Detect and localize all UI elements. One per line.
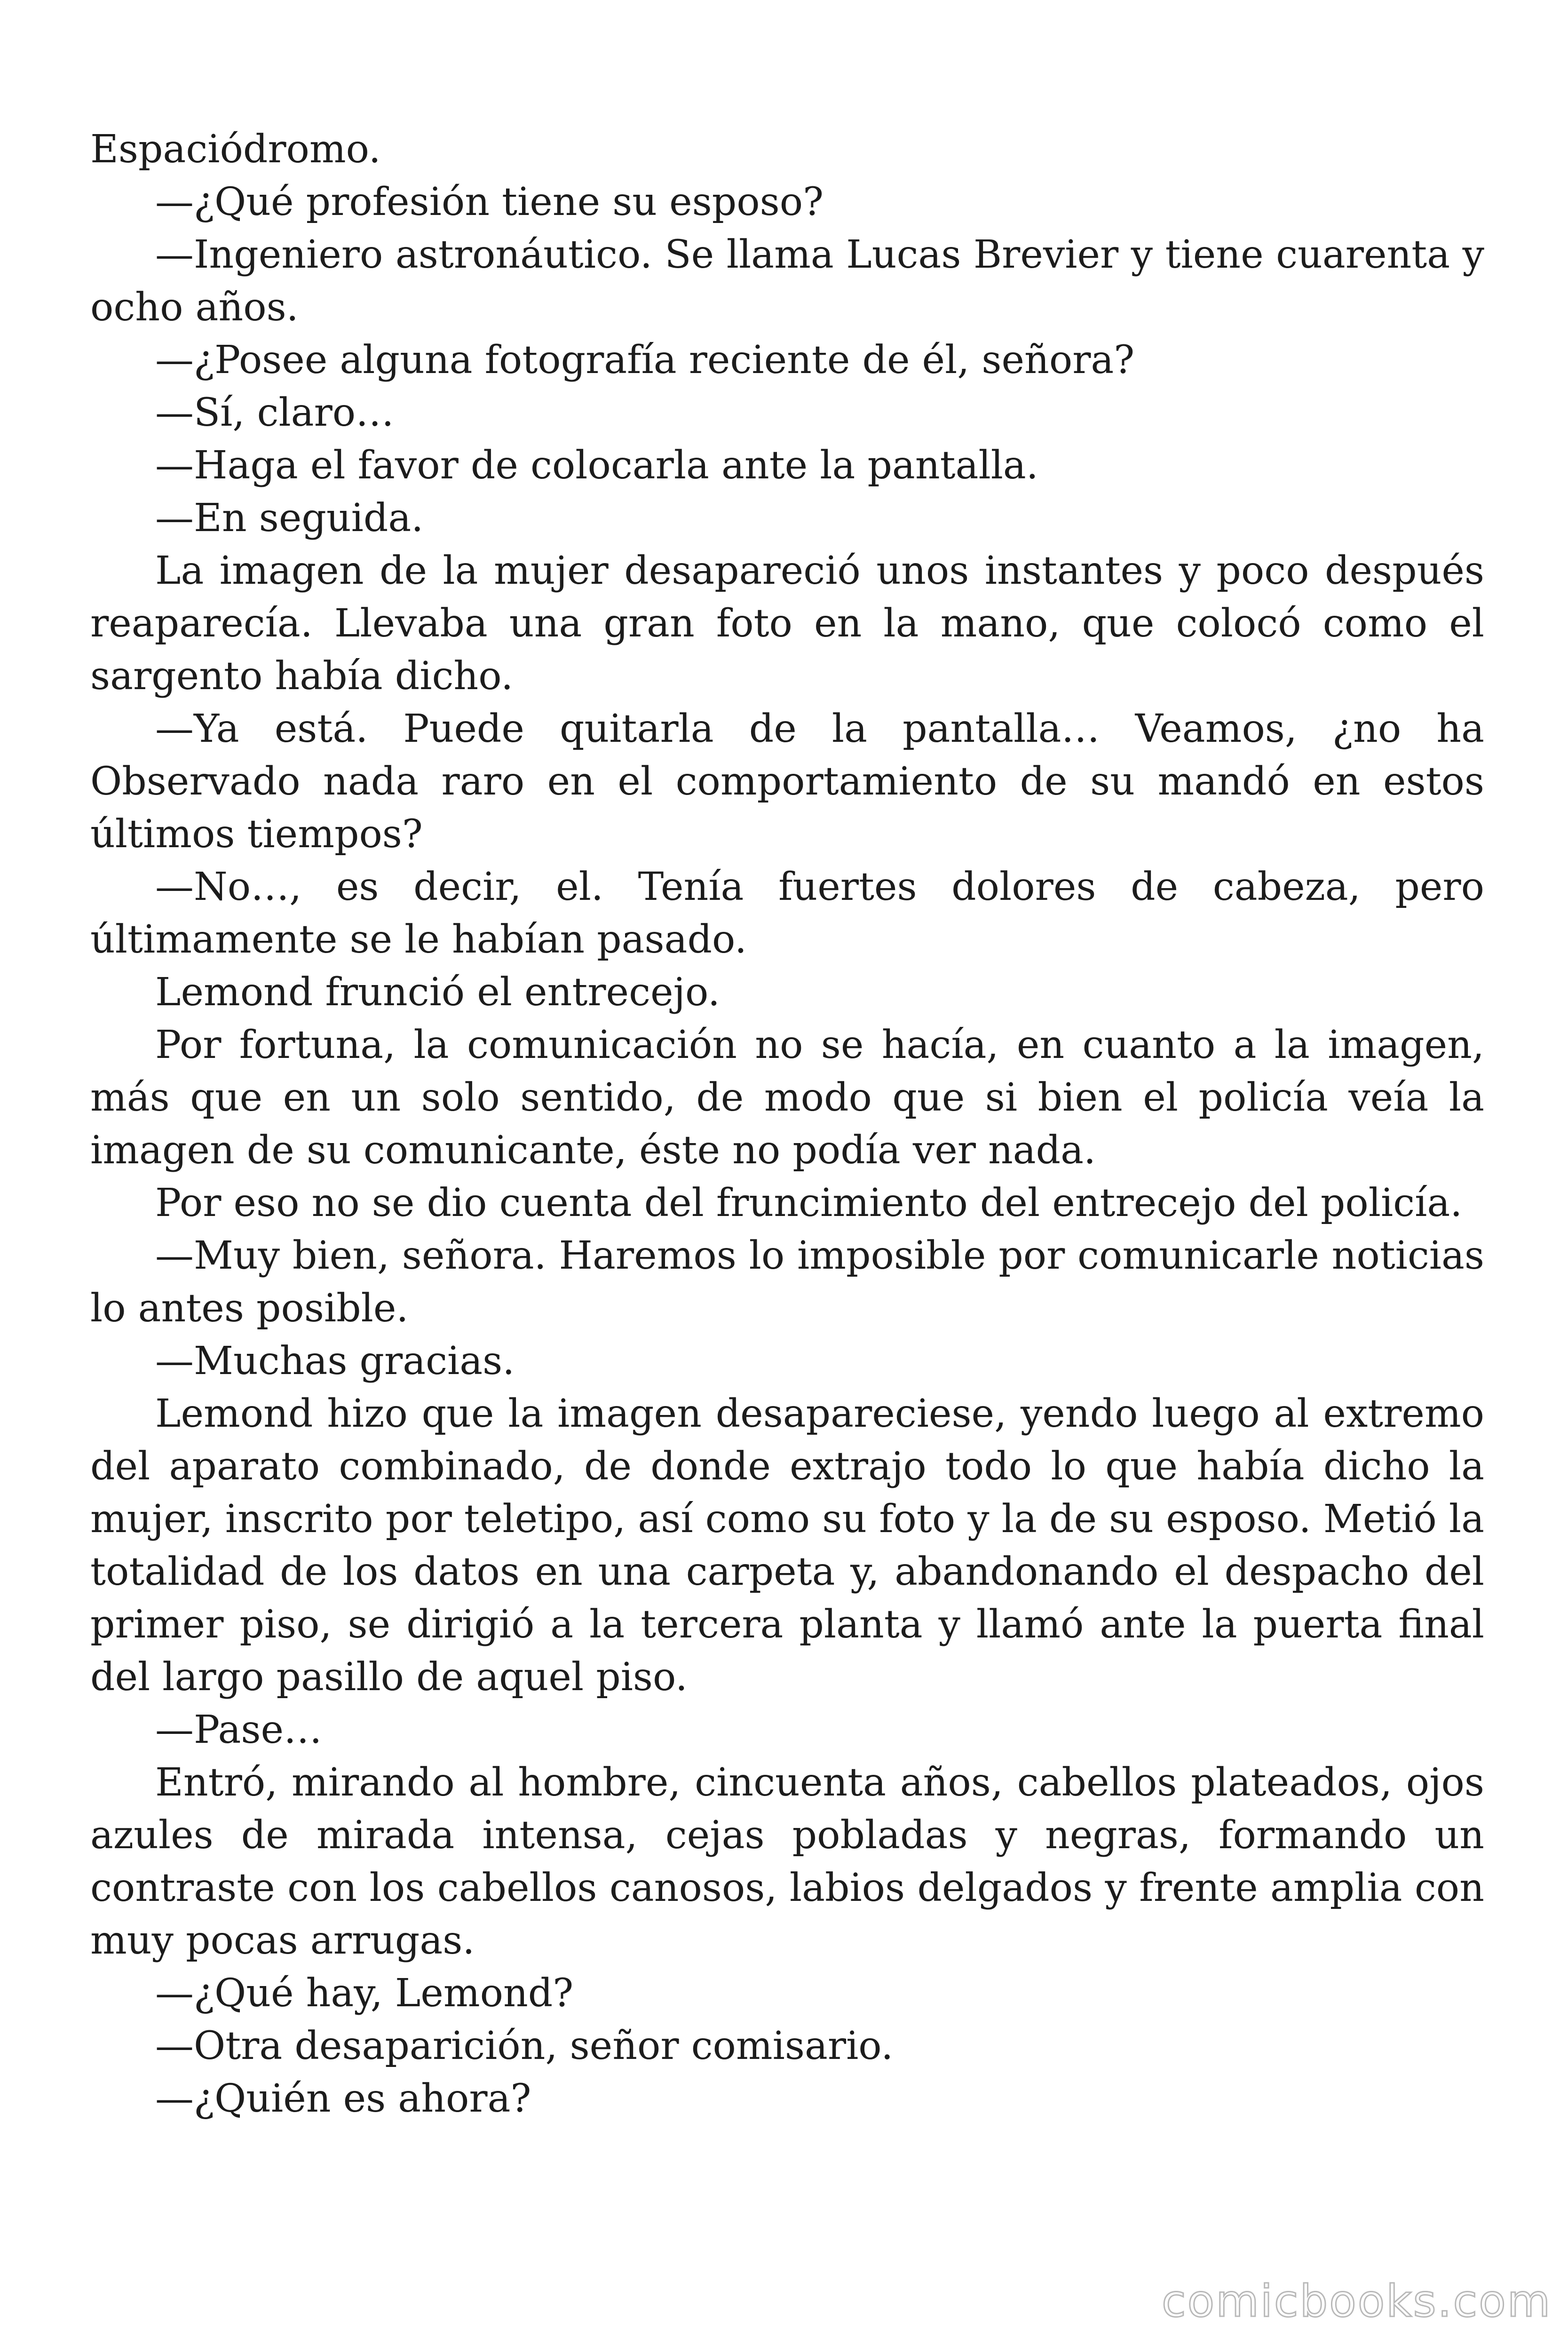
paragraph: —Ingeniero astronáutico. Se llama Lucas Brevier y tiene cuarenta y ocho años.: [90, 232, 1484, 330]
paragraph: —¿Qué hay, Lemond?: [155, 1971, 574, 2016]
paragraph: —Sí, claro…: [155, 390, 395, 435]
paragraph: —¿Qué profesión tiene su esposo?: [155, 180, 824, 224]
paragraph: —Pase…: [155, 1708, 322, 1752]
paragraph: La imagen de la mujer desapareció unos instantes y poco después reaparecía. Llevaba una gran foto en la mano, que colocó como el sargento había dicho.: [90, 548, 1484, 699]
paragraph: —Muy bien, señora. Haremos lo imposible por comunicarle noticias lo antes posible.: [90, 1233, 1484, 1331]
watermark: comicbooks.com: [1162, 2276, 1552, 2327]
paragraph: —Ya está. Puede quitarla de la pantalla… Veamos, ¿no ha Observado nada raro en el comportamiento de su mandó en estos últimos tiempos?: [90, 707, 1484, 857]
paragraph: Lemond hizo que la imagen desapareciese, yendo luego al extremo del aparato combinado, de donde extrajo todo lo que había dicho la mujer, inscrito por teletipo, así como su foto y la de su esposo. Metió la totalidad de los datos en una carpeta y, abandonando el despacho del primer piso, se dirigió a la tercera planta y llamó ante la puerta final del largo pasillo de aquel piso.: [90, 1391, 1484, 1700]
paragraph: —Otra desaparición, señor comisario.: [155, 2024, 894, 2068]
paragraph: —¿Quién es ahora?: [155, 2076, 531, 2121]
book-page-text: [90, 123, 1484, 2125]
paragraph: —¿Posee alguna fotografía reciente de él, señora?: [155, 338, 1135, 382]
paragraph: Por eso no se dio cuenta del fruncimiento del entrecejo del policía.: [155, 1181, 1463, 1225]
paragraph: —No…, es decir, el. Tenía fuertes dolores de cabeza, pero últimamente se le habían pasado.: [90, 865, 1484, 962]
paragraph: —Haga el favor de colocarla ante la pantalla.: [155, 443, 1038, 488]
paragraph: Espaciódromo.: [90, 127, 381, 172]
paragraph: Entró, mirando al hombre, cincuenta años, cabellos plateados, ojos azules de mirada intensa, cejas pobladas y negras, formando un contraste con los cabellos canosos, labios delgados y frente amplia con muy pocas arrugas.: [90, 1760, 1484, 1963]
paragraph: —Muchas gracias.: [155, 1339, 515, 1383]
paragraph: Lemond frunció el entrecejo.: [155, 970, 720, 1015]
paragraph: Por fortuna, la comunicación no se hacía, en cuanto a la imagen, más que en un solo sentido, de modo que si bien el policía veía la imagen de su comunicante, éste no podía ver nada.: [90, 1023, 1484, 1173]
paragraph: —En seguida.: [155, 496, 424, 540]
